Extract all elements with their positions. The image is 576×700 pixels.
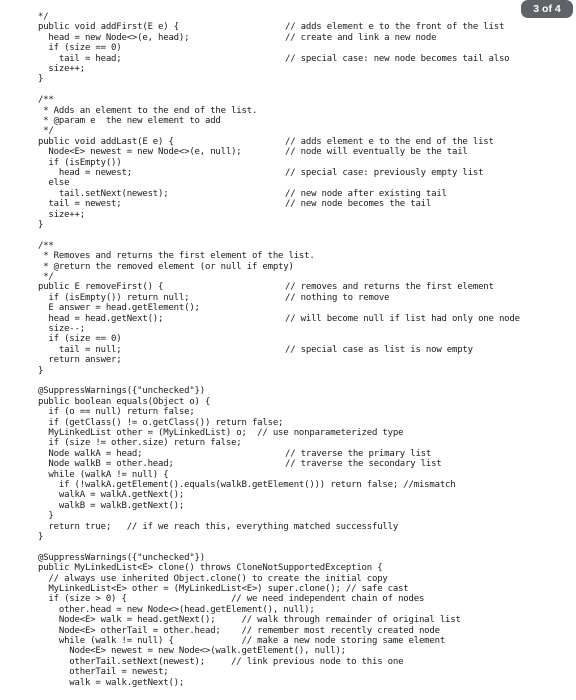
code-line: Node<E> otherTail = other.head; // remember most recently created node: [38, 625, 440, 636]
code-line: if (size == 0): [38, 43, 122, 54]
code-line: // always use inherited Object.clone() to create the initial copy: [38, 573, 388, 584]
code-comment: // new node after existing tail: [285, 188, 447, 199]
code-comment: // new node becomes the tail: [285, 199, 432, 210]
code-line: tail.setNext(newest);: [38, 188, 169, 199]
code-line: Node walkB = other.head;: [38, 459, 174, 470]
code-line: /**: [38, 240, 54, 251]
code-line: walk = walk.getNext();: [38, 677, 185, 688]
code-line: */: [38, 126, 54, 137]
code-comment: // special case as list is now empty: [285, 344, 473, 355]
code-line: Node<E> walk = head.getNext(); // walk through remainder of original list: [38, 615, 461, 626]
code-line: /**: [38, 95, 54, 106]
code-line: tail = newest;: [38, 199, 122, 210]
code-line: if (getClass() != o.getClass()) return false;: [38, 417, 284, 428]
code-line: public void addFirst(E e) {: [38, 22, 179, 33]
code-comment: // create and link a new node: [285, 32, 437, 43]
code-line: * @param e the new element to add: [38, 116, 221, 126]
code-line: public E removeFirst() {: [38, 282, 164, 293]
code-line: return true; // if we reach this, everything matched successfully: [38, 521, 399, 532]
code-line: otherTail.setNext(newest); // link previous node to this one: [38, 656, 404, 667]
code-line: }: [38, 511, 54, 522]
code-line: tail = head;: [38, 53, 122, 64]
code-line: Node<E> newest = new Node<>(walk.getElement(), null);: [38, 646, 346, 657]
code-line: else: [38, 178, 70, 189]
code-line: }: [38, 365, 44, 376]
code-comment: // traverse the primary list: [285, 448, 432, 459]
code-comment: // removes and returns the first element: [285, 282, 494, 293]
code-line: if (!walkA.getElement().equals(walkB.getElement())) return false; //mismatch: [38, 480, 456, 490]
code-line: }: [38, 220, 44, 230]
code-line: while (walk != null) { // make a new node storing same element: [38, 636, 446, 646]
code-line: */: [38, 272, 54, 282]
code-line: other.head = new Node<>(head.getElement(), null);: [38, 604, 315, 615]
code-line: @SuppressWarnings({"unchecked"}): [38, 386, 205, 397]
code-line: head = new Node<>(e, head);: [38, 32, 190, 43]
page-indicator-badge: 3 of 4: [521, 0, 573, 18]
code-line: return answer;: [38, 355, 122, 366]
code-comment: // node will eventually be the tail: [285, 147, 468, 158]
code-line: size++;: [38, 64, 85, 74]
code-comment: // traverse the secondary list: [285, 459, 442, 470]
code-line: * @return the removed element (or null if empty): [38, 261, 294, 272]
code-comment: // nothing to remove: [285, 292, 390, 303]
code-line: E answer = head.getElement();: [38, 303, 200, 314]
code-line: while (walkA != null) {: [38, 469, 169, 480]
code-line: }: [38, 74, 44, 85]
code-line: * Removes and returns the first element of the list.: [38, 251, 315, 262]
code-comment: // will become null if list had only one node: [285, 313, 520, 324]
code-line: head = newest;: [38, 168, 132, 178]
code-line: walkA = walkA.getNext();: [38, 490, 185, 501]
code-line: head = head.getNext();: [38, 313, 164, 324]
code-comment: // adds element e to the end of the list: [285, 136, 494, 147]
code-line: * Adds an element to the end of the list.: [38, 105, 258, 116]
code-line: walkB = walkB.getNext();: [38, 500, 185, 511]
code-line: @SuppressWarnings({"unchecked"}): [38, 552, 205, 563]
code-line: if (size > 0) { // we need independent chain of nodes: [38, 594, 425, 605]
code-line: MyLinkedList other = (MyLinkedList) o; // use nonparameterized type: [38, 428, 404, 438]
code-comment: // special case: previously empty list: [285, 168, 484, 178]
code-line: size--;: [38, 324, 85, 334]
code-line: size++;: [38, 209, 85, 220]
code-comment: // special case: new node becomes tail also: [285, 53, 510, 64]
code-line: public MyLinkedList<E> clone() throws CloneNotSupportedException {: [38, 563, 383, 574]
code-line: if (isEmpty()) return null;: [38, 292, 190, 303]
code-line: otherTail = newest;: [38, 667, 169, 678]
code-line: if (size != other.size) return false;: [38, 438, 242, 449]
code-line: public void addLast(E e) {: [38, 136, 174, 147]
code-line: tail = null;: [38, 344, 122, 355]
code-comment: // adds element e to the front of the list: [285, 22, 505, 33]
code-line: if (isEmpty()): [38, 157, 122, 168]
code-line: if (o == null) return false;: [38, 407, 195, 418]
code-line: public boolean equals(Object o) {: [38, 396, 211, 407]
code-line: Node<E> newest = new Node<>(e, null);: [38, 147, 242, 158]
code-line: MyLinkedList<E> other = (MyLinkedList<E>) super.clone(); // safe cast: [38, 584, 409, 594]
code-line: }: [38, 532, 44, 542]
code-line: */: [38, 12, 49, 22]
code-line: Node walkA = head;: [38, 448, 143, 459]
code-line: if (size == 0): [38, 334, 122, 345]
